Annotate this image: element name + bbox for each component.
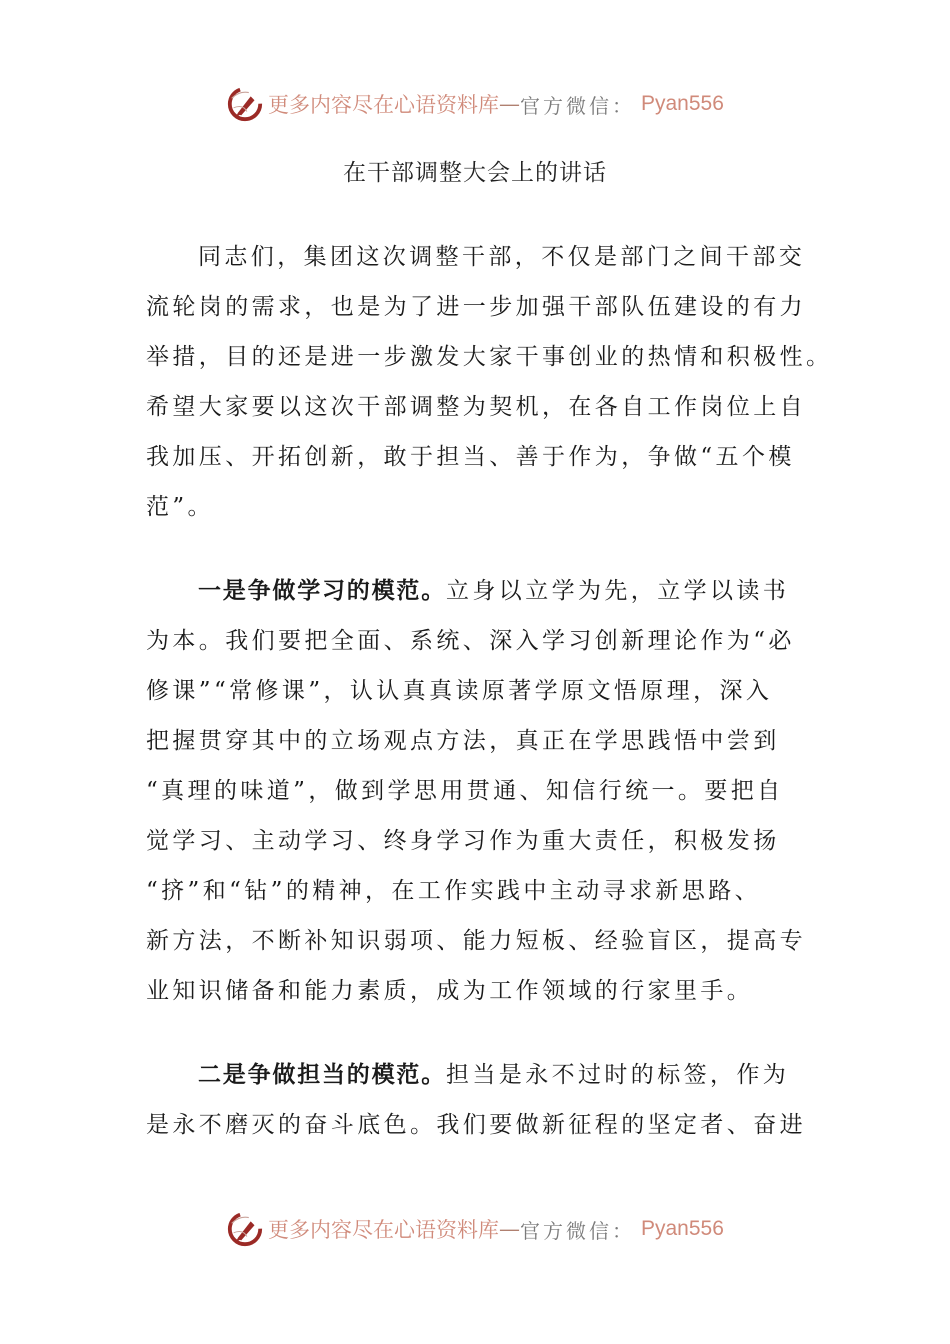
document-title: 在干部调整大会上的讲话 — [343, 160, 607, 186]
text-line: 同志们，集团这次调整干部，不仅是部门之间干部交 — [198, 244, 806, 270]
text-line: 一是争做学习的模范。立身以立学为先，立学以读书 — [198, 578, 790, 604]
pen-nib-icon — [226, 1210, 264, 1248]
banner-dash: — — [499, 1217, 520, 1241]
paragraph-responsibility-model — [146, 1050, 806, 1150]
text-line: “真理的味道”，做到学思用贯通、知信行统一。要把自 — [146, 778, 784, 804]
paragraph-learning-model — [146, 566, 806, 1016]
footer-watermark-banner — [226, 1209, 724, 1249]
text-line: 把握贯穿其中的立场观点方法，真正在学思践悟中尝到 — [146, 728, 780, 754]
banner-main-text: 更多内容尽在心语资料库 — [268, 1218, 499, 1242]
banner-wechat-label: 官方微信： — [520, 1218, 635, 1243]
pen-nib-icon — [226, 85, 264, 123]
header-watermark-banner — [226, 84, 724, 124]
text-line: 业知识储备和能力素质，成为工作领域的行家里手。 — [146, 978, 754, 1004]
text-line: 新方法，不断补知识弱项、能力短板、经验盲区，提高专 — [146, 928, 806, 954]
text-line: 流轮岗的需求，也是为了进一步加强干部队伍建设的有力 — [146, 294, 806, 320]
paragraph-lead-heading: 一是争做学习的模范。 — [198, 578, 446, 604]
text-line: 希望大家要以这次干部调整为契机，在各自工作岗位上自 — [146, 394, 806, 420]
paragraph-intro — [146, 232, 833, 532]
text-line: “挤”和“钻”的精神，在工作实践中主动寻求新思路、 — [146, 878, 762, 904]
text-line: 为本。我们要把全面、系统、深入学习创新理论作为“必 — [146, 628, 795, 654]
text-line: 举措，目的还是进一步激发大家干事创业的热情和积极性。 — [146, 344, 833, 370]
banner-dash: — — [499, 92, 520, 116]
text-line: 是永不磨灭的奋斗底色。我们要做新征程的坚定者、奋进 — [146, 1112, 806, 1138]
text-line: 觉学习、主动学习、终身学习作为重大责任，积极发扬 — [146, 828, 780, 854]
banner-wechat-label: 官方微信： — [520, 93, 635, 118]
text-line: 二是争做担当的模范。担当是永不过时的标签，作为 — [198, 1062, 790, 1088]
banner-wechat-id: Pyan556 — [641, 92, 724, 115]
text-line: 我加压、开拓创新，敢于担当、善于作为，争做“五个模 — [146, 444, 795, 470]
banner-wechat-id: Pyan556 — [641, 1217, 724, 1240]
text-line: 修课”“常修课”，认认真真读原著学原文悟原理，深入 — [146, 678, 773, 704]
banner-main-text: 更多内容尽在心语资料库 — [268, 93, 499, 117]
paragraph-lead-heading: 二是争做担当的模范。 — [198, 1062, 446, 1088]
text-line: 范”。 — [146, 494, 214, 520]
